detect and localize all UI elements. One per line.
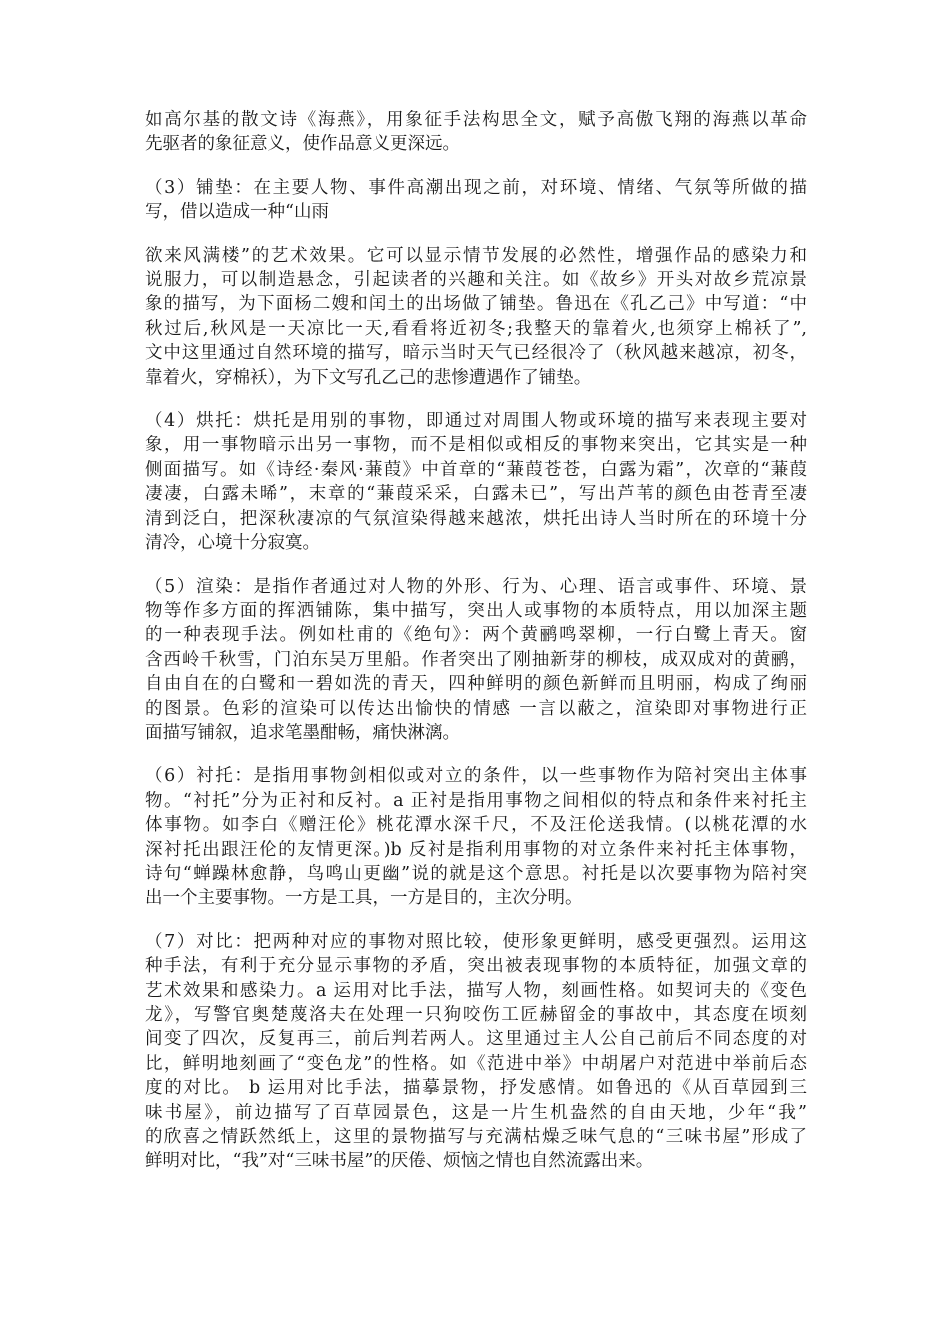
paragraph-intro <box>145 108 807 157</box>
text-line: 含西岭千秋雪，门泊东吴万里船。作者突出了刚抽新芽的柳枝，成双成对的黄鹂， <box>145 649 807 670</box>
paragraph-section-3-head <box>145 176 807 225</box>
text-line: 面描写铺叙，追求笔墨酣畅，痛快淋漓。 <box>145 722 460 743</box>
text-line: 深衬托出跟汪伦的友情更深。)b 反衬是指利用事物的对立条件来衬托主体事物， <box>145 839 807 860</box>
text-line: 清冷，心境十分寂寞。 <box>145 533 320 554</box>
text-line: 如高尔基的散文诗《海燕》，用象征手法构思全文，赋予高傲飞翔的海燕以革命 <box>145 110 807 130</box>
text-line: 自由自在的白鹭和一碧如洗的青天，四种鲜明的颜色新鲜而且明丽，构成了绚丽 <box>145 674 807 695</box>
text-line: （6）衬托：是指用事物剑相似或对立的条件，以一些事物作为陪衬突出主体事 <box>145 766 807 787</box>
document-content <box>145 108 807 1174</box>
paragraph-section-3-body <box>145 244 807 390</box>
text-line: 的一种表现手法。例如杜甫的《绝句》：两个黄鹂鸣翠柳，一行白鹭上青天。窗 <box>145 625 807 646</box>
paragraph-section-7 <box>145 930 807 1174</box>
text-line: 体事物。如李白《赠汪伦》桃花潭水深千尺，不及汪伦送我情。(以桃花潭的水 <box>145 815 807 836</box>
text-line: 象的描写，为下面杨二嫂和闰土的出场做了铺垫。鲁迅在《孔乙己》中写道：“中 <box>145 294 807 315</box>
text-line: 种手法，有利于充分显示事物的矛盾，突出被表现事物的本质特征，加强文章的 <box>145 956 807 977</box>
text-line: 说服力，可以制造悬念，引起读者的兴趣和关注。如《故乡》开头对故乡荒凉景 <box>145 270 807 291</box>
text-line: 鲜明对比，“我”对“三味书屋”的厌倦、烦恼之情也自然流露出来。 <box>145 1151 654 1172</box>
text-line: 物。“衬托”分为正衬和反衬。a 正衬是指用事物之间相似的特点和条件来衬托主 <box>145 790 807 811</box>
text-line: 比，鲜明地刻画了“变色龙”的性格。如《范进中举》中胡屠户对范进中举前后态 <box>145 1053 807 1074</box>
paragraph-section-6 <box>145 764 807 910</box>
text-line: 象，用一事物暗示出另一事物，而不是相似或相反的事物来突出，它其实是一种 <box>145 435 807 456</box>
text-line: 的欣喜之情跃然纸上，这里的景物描写与充满枯燥乏味气息的“三味书屋”形成了 <box>145 1127 807 1148</box>
text-line: 写，借以造成一种“山雨 <box>145 202 329 223</box>
text-line: 度的对比。 b 运用对比手法，描摹景物，抒发感情。如鲁迅的《从百草园到三 <box>145 1078 807 1099</box>
text-line: （4）烘托：烘托是用别的事物，即通过对周围人物或环境的描写来表现主要对 <box>145 411 807 432</box>
text-line: 清到泛白，把深秋凄凉的气氛渲染得越来越浓，烘托出诗人当时所在的环境十分 <box>145 508 807 529</box>
text-line: 凄凄，白露未晞”，末章的“蒹葭采采，白露未已”，写出芦苇的颜色由苍青至凄 <box>145 484 807 505</box>
text-line: 艺术效果和感染力。a 运用对比手法，描写人物，刻画性格。如契诃夫的《变色 <box>145 980 807 1001</box>
text-line: 的图景。色彩的渲染可以传达出愉快的情感 一言以蔽之，渲染即对事物进行正 <box>145 698 807 719</box>
text-line: 文中这里通过自然环境的描写，暗示当时天气已经很冷了（秋风越来越凉，初冬， <box>145 343 807 364</box>
document-body <box>145 108 807 1193</box>
text-line: 龙》，写警官奥楚蔑洛夫在处理一只狗咬伤工匠赫留金的事故中，其态度在顷刻 <box>145 1005 807 1025</box>
text-line: 间变了四次，反复再三，前后判若两人。这里通过主人公自己前后不同态度的对 <box>145 1029 807 1050</box>
paragraph-section-5 <box>145 575 807 746</box>
text-line: 侧面描写。如《诗经·秦风·蒹葭》中首章的“蒹葭苍苍，白露为霜”，次章的“蒹葭 <box>145 459 807 480</box>
text-line: 先驱者的象征意义，使作品意义更深远。 <box>145 134 460 155</box>
text-line: 物等作多方面的挥洒铺陈，集中描写，突出人或事物的本质特点，用以加深主题 <box>145 600 807 621</box>
text-line: 出一个主要事物。一方是工具，一方是目的，主次分明。 <box>145 888 583 909</box>
text-line: （7）对比：把两种对应的事物对照比较，使形象更鲜明，感受更强烈。运用这 <box>145 931 807 952</box>
text-line: 欲来风满楼”的艺术效果。它可以显示情节发展的必然性，增强作品的感染力和 <box>145 245 807 266</box>
text-line: （5）渲染：是指作者通过对人物的外形、行为、心理、语言或事件、环境、景 <box>145 576 807 597</box>
text-line: （3）铺垫：在主要人物、事件高潮出现之前，对环境、情绪、气氛等所做的描 <box>145 177 807 198</box>
text-line: 味书屋》，前边描写了百草园景色，这是一片生机盎然的自由天地，少年“我” <box>145 1102 807 1123</box>
text-line: 诗句“蝉躁林愈静，鸟鸣山更幽”说的就是这个意思。衬托是以次要事物为陪衬突 <box>145 863 807 884</box>
text-line: 秋过后,秋风是一天凉比一天,看看将近初冬;我整天的靠着火,也须穿上棉袄了”, <box>145 318 807 339</box>
paragraph-section-4 <box>145 409 807 555</box>
text-line: 靠着火，穿棉袄），为下文写孔乙己的悲惨遭遇作了铺垫。 <box>145 367 592 388</box>
